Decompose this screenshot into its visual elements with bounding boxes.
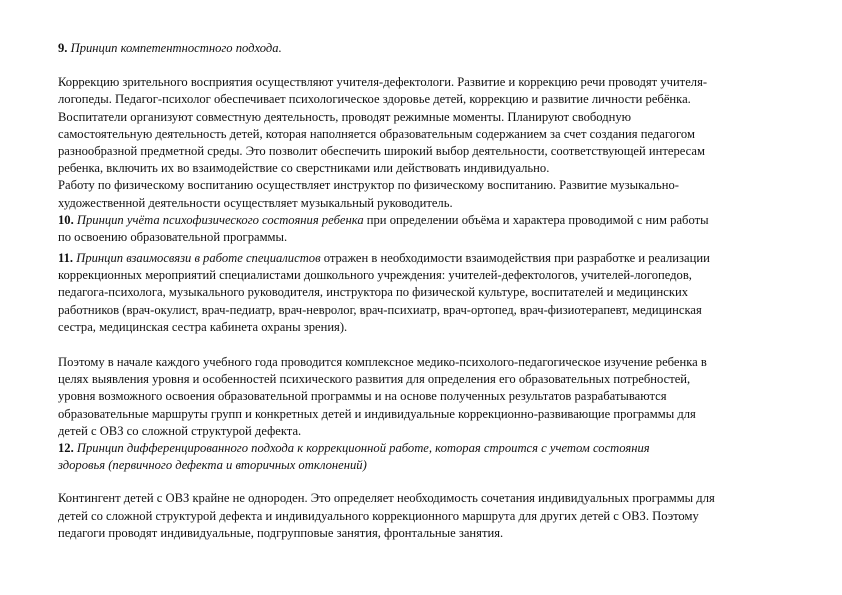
text-line: Поэтому в начале каждого учебного года проводится комплексное медико-психолого-педагогическое изучение ребенка в (58, 355, 707, 369)
paragraph-contingent (58, 490, 788, 542)
document-page (58, 40, 788, 542)
section-12 (58, 440, 788, 474)
text-line: художественной деятельности осуществляет музыкальный руководитель. (58, 195, 453, 210)
paragraph-correction (58, 74, 788, 212)
section-12-line (58, 440, 788, 457)
text-line: педагоги проводят индивидуальные, подгрупповые занятия, фронтальные занятия. (58, 525, 504, 540)
section-title: здоровья (первичного дефекта и вторичных отклонений) (58, 458, 367, 473)
text-line: сестра, медицинская сестра кабинета охраны зрения). (58, 319, 348, 334)
text-line: по освоению образовательной программы. (58, 229, 288, 244)
text-line: коррекционных мероприятий специалистами дошкольного учреждения: учителей-дефектологов, учителей-логопедов, (58, 268, 692, 283)
text-line: детей с ОВЗ со сложной структурой дефекта. (58, 423, 302, 438)
text-line: образовательные маршруты групп и конкретных детей и индивидуальные коррекционно-развивающие программы для (58, 406, 696, 421)
text-line: Контингент детей с ОВЗ крайне не однороден. Это определяет необходимость сочетания индивидуальных программы для (58, 491, 715, 506)
section-11 (58, 250, 788, 336)
spacer (58, 57, 788, 74)
text-line: логопеды. Педагог-психолог обеспечивает психологическое здоровье детей, коррекцию и развитие личности ребёнка. (58, 92, 691, 107)
section-title: Принцип взаимосвязи в работе специалистов (76, 251, 321, 266)
section-10-line (58, 212, 788, 229)
text-line: Коррекцию зрительного восприятия осуществляют учителя-дефектологи. Развитие и коррекцию речи проводят учителя- (58, 75, 708, 90)
section-10 (58, 212, 788, 246)
section-text: при определении объёма и характера проводимой с ним работы (363, 212, 709, 227)
section-title: Принцип учёта психофизического состояния ребенка (76, 212, 364, 227)
spacer (58, 336, 788, 354)
section-12-line-2 (58, 457, 788, 474)
text-line: педагога-психолога, музыкального руководителя, инструктора по физической культуре, воспитателей и медицинских (58, 285, 689, 300)
section-number: 12. (58, 440, 74, 455)
section-9-heading (58, 40, 788, 57)
text-line: Работу по физическому воспитанию осуществляет инструктор по физическому воспитанию. Развитие музыкально- (58, 178, 679, 193)
section-title: Принцип компетентностного подхода. (70, 41, 282, 55)
text-line: самостоятельную деятельность детей, которая наполняется образовательным содержанием за счет создания педагогом (58, 126, 695, 141)
section-title: Принцип дифференцированного подхода к коррекционной работе, которая строится с учетом состояния (76, 440, 650, 455)
text-line: работников (врач-окулист, врач-педиатр, врач-невролог, врач-психиатр, врач-ортопед, врач-физиотерапевт, медицинская (58, 302, 702, 317)
section-number: 9. (58, 41, 68, 55)
text-line: разнообразной предметной среды. Это позволит обеспечить широкий выбор деятельности, соответствующей интересам (58, 143, 705, 158)
section-number: 10. (58, 212, 74, 227)
text-line: целях выявления уровня и особенностей психического развития для определения его образовательных потребностей, (58, 372, 691, 387)
section-text: отражен в необходимости взаимодействия при разработке и реализации (320, 251, 710, 266)
text-line: уровня возможного освоения образовательной программы и на основе полученных результатов разрабатываются (58, 389, 667, 404)
section-11-line (58, 250, 788, 267)
section-number: 11. (58, 251, 74, 266)
text-line: детей со сложной структурой дефекта и индивидуального коррекционного маршрута для других детей с ОВЗ. Поэтому (58, 508, 699, 523)
text-line: ребенка, включить их во взаимодействие со сверстниками или действовать индивидуально. (58, 161, 550, 176)
text-line: Воспитатели организуют совместную деятельность, проводят режимные моменты. Планируют свободную (58, 109, 632, 124)
spacer (58, 474, 788, 490)
paragraph-year (58, 354, 788, 440)
